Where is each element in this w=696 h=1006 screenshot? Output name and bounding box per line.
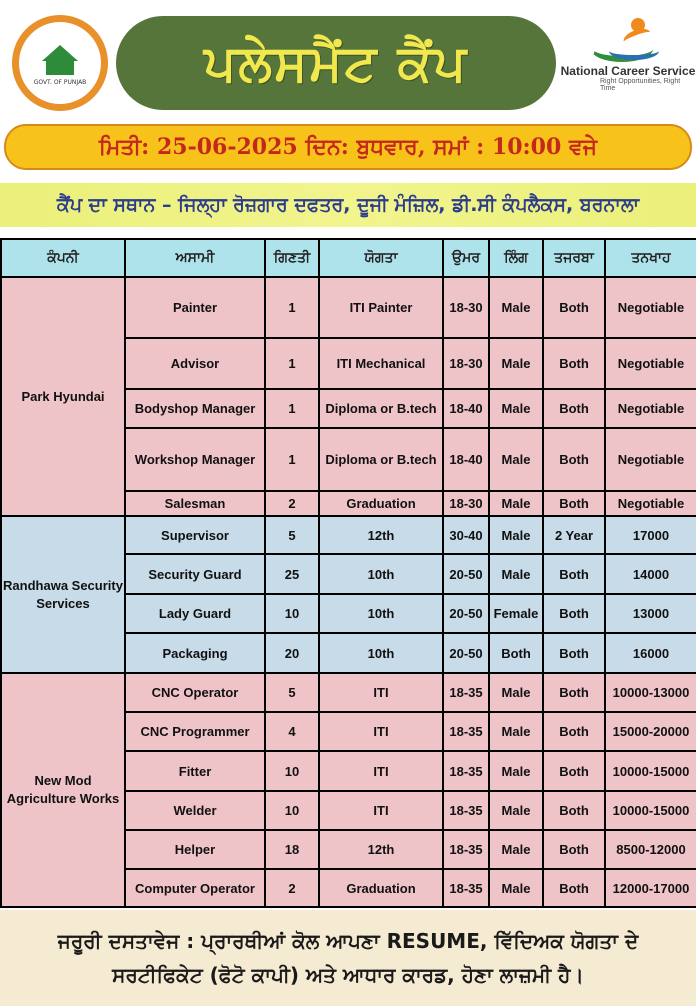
- experience-cell: Both: [543, 338, 605, 389]
- count-cell: 18: [265, 830, 319, 869]
- gender-cell: Male: [489, 830, 543, 869]
- gender-cell: Male: [489, 491, 543, 516]
- company-name-cell: Park Hyundai: [1, 277, 125, 516]
- gender-cell: Male: [489, 389, 543, 428]
- jobs-table: [0, 238, 696, 908]
- post-cell: Painter: [125, 277, 265, 338]
- header-experience: ਤਜਰਬਾ: [543, 239, 605, 277]
- age-cell: 18-35: [443, 791, 489, 830]
- salary-cell: 10000-15000: [605, 751, 696, 791]
- qualification-cell: Diploma or B.tech: [319, 389, 443, 428]
- header-company: ਕੰਪਨੀ: [1, 239, 125, 277]
- salary-cell: Negotiable: [605, 338, 696, 389]
- gender-cell: Male: [489, 516, 543, 554]
- qualification-cell: ITI: [319, 791, 443, 830]
- count-cell: 25: [265, 554, 319, 594]
- qualification-cell: ITI: [319, 712, 443, 751]
- qualification-cell: Diploma or B.tech: [319, 428, 443, 491]
- qualification-cell: 10th: [319, 594, 443, 633]
- house-icon: [42, 45, 78, 61]
- qualification-cell: Graduation: [319, 869, 443, 907]
- experience-cell: Both: [543, 751, 605, 791]
- post-cell: Lady Guard: [125, 594, 265, 633]
- count-cell: 5: [265, 673, 319, 712]
- salary-cell: Negotiable: [605, 491, 696, 516]
- age-cell: 18-40: [443, 428, 489, 491]
- age-cell: 18-30: [443, 338, 489, 389]
- company-name-cell: Randhawa Security Services: [1, 516, 125, 673]
- qualification-cell: ITI: [319, 673, 443, 712]
- count-cell: 1: [265, 389, 319, 428]
- ncs-swoosh-icon: [583, 16, 673, 64]
- qualification-cell: ITI Mechanical: [319, 338, 443, 389]
- experience-cell: Both: [543, 869, 605, 907]
- table-row: [1, 277, 696, 338]
- count-cell: 2: [265, 491, 319, 516]
- experience-cell: Both: [543, 594, 605, 633]
- title-banner: [116, 16, 556, 110]
- gender-cell: Male: [489, 673, 543, 712]
- count-cell: 1: [265, 428, 319, 491]
- house-body-icon: [46, 61, 74, 75]
- gender-cell: Male: [489, 554, 543, 594]
- salary-cell: 14000: [605, 554, 696, 594]
- age-cell: 20-50: [443, 554, 489, 594]
- age-cell: 18-35: [443, 751, 489, 791]
- gender-cell: Male: [489, 338, 543, 389]
- age-cell: 18-40: [443, 389, 489, 428]
- age-cell: 18-35: [443, 869, 489, 907]
- salary-cell: 17000: [605, 516, 696, 554]
- header-salary: ਤਨਖਾਹ: [605, 239, 696, 277]
- age-cell: 18-35: [443, 673, 489, 712]
- experience-cell: Both: [543, 791, 605, 830]
- ncs-tagline: Right Opportunities, Right Time: [600, 78, 681, 92]
- experience-cell: Both: [543, 491, 605, 516]
- count-cell: 1: [265, 338, 319, 389]
- count-cell: 5: [265, 516, 319, 554]
- post-cell: CNC Operator: [125, 673, 265, 712]
- experience-cell: 2 Year: [543, 516, 605, 554]
- experience-cell: Both: [543, 673, 605, 712]
- age-cell: 30-40: [443, 516, 489, 554]
- qualification-cell: 12th: [319, 830, 443, 869]
- age-cell: 20-50: [443, 633, 489, 673]
- age-cell: 18-30: [443, 277, 489, 338]
- post-cell: Packaging: [125, 633, 265, 673]
- footer-line-2: ਸਰਟੀਫਿਕੇਟ (ਫੋਟੋ ਕਾਪੀ) ਅਤੇ ਆਧਾਰ ਕਾਰਡ, ਹੋਣਾ ਲਾਜ਼ਮੀ ਹੈ।: [112, 963, 584, 987]
- count-cell: 20: [265, 633, 319, 673]
- count-cell: 10: [265, 751, 319, 791]
- header-age: ਉਮਰ: [443, 239, 489, 277]
- punjab-seal-logo: [4, 14, 116, 112]
- experience-cell: Both: [543, 712, 605, 751]
- qualification-cell: ITI: [319, 751, 443, 791]
- seal-ring: [12, 15, 108, 111]
- page-title: ਪਲੇਸਮੈਂਟ ਕੈਂਪ: [203, 33, 469, 92]
- salary-cell: 15000-20000: [605, 712, 696, 751]
- count-cell: 4: [265, 712, 319, 751]
- qualification-cell: 10th: [319, 633, 443, 673]
- post-cell: CNC Programmer: [125, 712, 265, 751]
- gender-cell: Male: [489, 428, 543, 491]
- header-qualification: ਯੋਗਤਾ: [319, 239, 443, 277]
- salary-cell: 13000: [605, 594, 696, 633]
- salary-cell: 16000: [605, 633, 696, 673]
- count-cell: 10: [265, 594, 319, 633]
- qualification-cell: Graduation: [319, 491, 443, 516]
- age-cell: 20-50: [443, 594, 489, 633]
- company-name-cell: New Mod Agriculture Works: [1, 673, 125, 907]
- salary-cell: Negotiable: [605, 277, 696, 338]
- gender-cell: Female: [489, 594, 543, 633]
- experience-cell: Both: [543, 277, 605, 338]
- salary-cell: 10000-15000: [605, 791, 696, 830]
- salary-cell: 12000-17000: [605, 869, 696, 907]
- post-cell: Helper: [125, 830, 265, 869]
- experience-cell: Both: [543, 633, 605, 673]
- experience-cell: Both: [543, 554, 605, 594]
- seal-text: GOVT. OF PUNJAB: [33, 78, 87, 86]
- table-row: [1, 516, 696, 554]
- jobs-table-body: [1, 277, 696, 907]
- experience-cell: Both: [543, 428, 605, 491]
- footer-note: [0, 910, 696, 1006]
- post-cell: Computer Operator: [125, 869, 265, 907]
- count-cell: 1: [265, 277, 319, 338]
- table-row: [1, 673, 696, 712]
- age-cell: 18-35: [443, 830, 489, 869]
- gender-cell: Male: [489, 712, 543, 751]
- post-cell: Security Guard: [125, 554, 265, 594]
- salary-cell: Negotiable: [605, 389, 696, 428]
- post-cell: Salesman: [125, 491, 265, 516]
- footer-line-1: ਜਰੂਰੀ ਦਸਤਾਵੇਜ : ਪ੍ਰਾਰਥੀਆਂ ਕੋਲ ਆਪਣਾ RESUME, ਵਿੱਦਿਅਕ ਯੋਗਤਾ ਦੇ: [57, 929, 639, 953]
- gender-cell: Male: [489, 869, 543, 907]
- gender-cell: Male: [489, 791, 543, 830]
- venue-banner: ਕੈਂਪ ਦਾ ਸਥਾਨ – ਜਿਲ੍ਹਾ ਰੋਜ਼ਗਾਰ ਦਫਤਰ, ਦੂਜੀ ਮੰਜ਼ਿਲ, ਡੀ.ਸੀ ਕੰਪਲੈਕਸ, ਬਰਨਾਲਾ: [0, 183, 696, 227]
- salary-cell: Negotiable: [605, 428, 696, 491]
- jobs-table-wrapper: [0, 238, 696, 908]
- age-cell: 18-35: [443, 712, 489, 751]
- post-cell: Workshop Manager: [125, 428, 265, 491]
- post-cell: Advisor: [125, 338, 265, 389]
- ncs-logo: [560, 16, 696, 112]
- qualification-cell: 12th: [319, 516, 443, 554]
- header-post: ਅਸਾਮੀ: [125, 239, 265, 277]
- experience-cell: Both: [543, 830, 605, 869]
- age-cell: 18-30: [443, 491, 489, 516]
- table-header-row: [1, 239, 696, 277]
- date-bar: ਮਿਤੀ: 25-06-2025 ਦਿਨ: ਬੁਧਵਾਰ, ਸਮਾਂ : 10:00 ਵਜੇ: [4, 124, 692, 170]
- header: [0, 0, 696, 120]
- post-cell: Bodyshop Manager: [125, 389, 265, 428]
- salary-cell: 10000-13000: [605, 673, 696, 712]
- gender-cell: Male: [489, 277, 543, 338]
- post-cell: Supervisor: [125, 516, 265, 554]
- salary-cell: 8500-12000: [605, 830, 696, 869]
- post-cell: Fitter: [125, 751, 265, 791]
- count-cell: 10: [265, 791, 319, 830]
- post-cell: Welder: [125, 791, 265, 830]
- header-gender: ਲਿੰਗ: [489, 239, 543, 277]
- gender-cell: Both: [489, 633, 543, 673]
- count-cell: 2: [265, 869, 319, 907]
- qualification-cell: 10th: [319, 554, 443, 594]
- ncs-name: National Career Service: [560, 64, 696, 78]
- experience-cell: Both: [543, 389, 605, 428]
- qualification-cell: ITI Painter: [319, 277, 443, 338]
- header-count: ਗਿਣਤੀ: [265, 239, 319, 277]
- gender-cell: Male: [489, 751, 543, 791]
